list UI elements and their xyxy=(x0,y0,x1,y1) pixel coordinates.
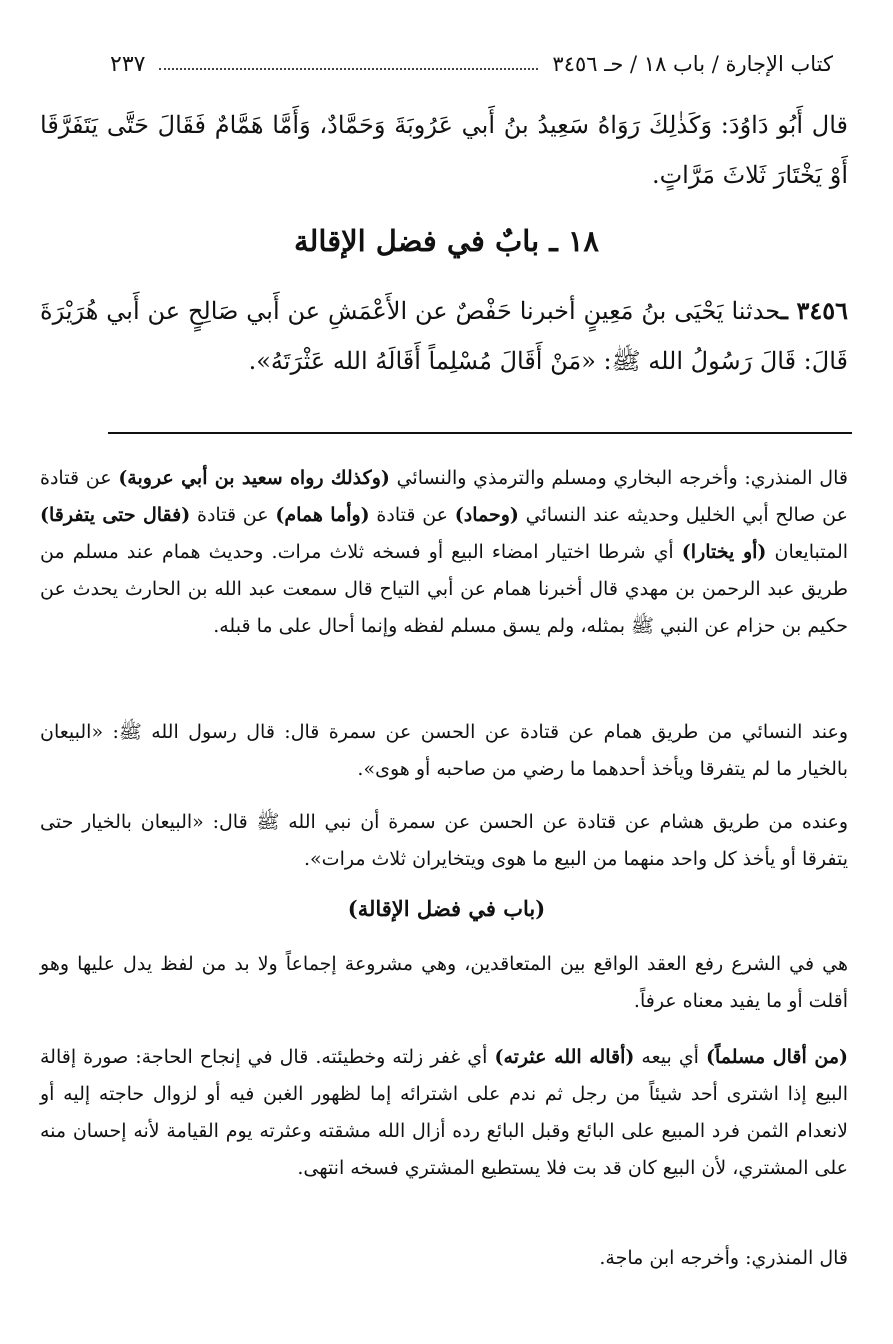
hadith-number: ٣٤٥٦ ـ xyxy=(780,296,849,325)
commentary-text: عن قتادة xyxy=(190,504,276,526)
hadith-paragraph xyxy=(40,286,848,386)
commentary-lemma: (أقاله الله عثرته) xyxy=(494,1046,635,1068)
commentary-paragraph-3: وعنده من طريق هشام عن قتادة عن الحسن عن سمرة أن نبي الله ﷺ قال: «البيعان بالخيار حتى يتفرقا أو يأخذ كل واحد منهما من البيع ما هوى ويتخايران ثلاث مرات». xyxy=(40,811,848,870)
commentary-paragraph-2: وعند النسائي من طريق همام عن قتادة عن الحسن عن سمرة قال: قال رسول الله ﷺ: «البيعان بالخيار ما لم يتفرقا ويأخذ أحدهما ما رضي من صاحبه أو هوى». xyxy=(40,721,848,780)
commentary-lemma: (وأما همام) xyxy=(275,504,370,526)
commentary-text: المتبايعان xyxy=(766,541,849,563)
commentary-lemma: (من أقال مسلماً) xyxy=(706,1046,848,1068)
commentary-text: قال المنذري: وأخرجه البخاري ومسلم والترمذي والنسائي xyxy=(389,467,848,489)
commentary-text: أي بيعه xyxy=(634,1046,706,1068)
commentary-text: أي شرطا اختيار امضاء البيع أو فسخه ثلاث مرات. وحديث همام عند مسلم من طريق عبد الرحمن بن مهدي قال أخبرنا همام عن أبي التياح قال سمعت عبد الله بن الحارث يحدث عن حكيم بن حزام عن النبي ﷺ بمثله، ولم يسق مسلم لفظه وإنما أحال على ما قبله. xyxy=(40,541,848,637)
chapter-heading: ١٨ ـ بابٌ في فضل الإقالة xyxy=(293,224,600,258)
commentary-paragraph-4: هي في الشرع رفع العقد الواقع بين المتعاقدين، وهي مشروعة إجماعاً ولا بد من لفظ يدل عليها وهو أقلت أو ما يفيد معناه عرفاً. xyxy=(40,953,848,1012)
hadith-text: حدثنا يَحْيَى بنُ مَعِينٍ أخبرنا حَفْصٌ عن الأَعْمَشِ عن أَبي صَالِحٍ عن أَبي هُرَيْرَةَ قَالَ: قَالَ رَسُولُ الله ﷺ: «مَنْ أَقَالَ مُسْلِماً أَقَالَهُ الله عَثْرَتَهُ». xyxy=(40,297,848,375)
commentary-lemma: (فقال حتى يتفرقا) xyxy=(40,504,191,526)
commentary-sub-heading: (باب في فضل الإقالة) xyxy=(347,896,546,921)
commentary-text: عن قتادة عن صالح أبي الخليل وحديثه عند النسائي xyxy=(40,467,848,526)
commentary-paragraph-1 xyxy=(40,460,848,645)
commentary-text: أي غفر زلته وخطيئته. قال في إنجاح الحاجة: صورة إقالة البيع إذا اشترى أحد شيئاً من رجل ثم ندم على اشترائه إما لظهور الغبن فيه أو لزوال حاجته إليه أو لانعدام الثمن فرد المبيع على البائع وقبل البائع رده أزال الله مشقته وعثرته يوم القيامة لأنه إحسان منه على المشتري، لأن البيع كان قد بت فلا يستطيع المشتري فسخه انتهى. xyxy=(40,1046,848,1179)
leader-dots xyxy=(159,67,538,70)
running-title: كتاب الإجارة / باب ١٨ / حـ ٣٤٥٦ xyxy=(552,52,833,76)
footnote-separator xyxy=(108,432,852,434)
commentary-paragraph-6: قال المنذري: وأخرجه ابن ماجة. xyxy=(599,1247,848,1269)
commentary-lemma: (وكذلك رواه سعيد بن أبي عروبة) xyxy=(118,467,390,489)
page-number: ٢٣٧ xyxy=(110,52,146,77)
running-header xyxy=(110,52,833,77)
commentary-text: عن قتادة xyxy=(369,504,455,526)
commentary-paragraph-5 xyxy=(40,1039,848,1187)
matn-paragraph-1: قال أَبُو دَاوُدَ: وَكَذٰلِكَ رَوَاهُ سَعِيدُ بنُ أَبي عَرُوبَةَ وَحَمَّادٌ، وَأَمَّا هَمَّامٌ فَقَالَ حَتَّى يَتَفَرَّقَا أَوْ يَخْتَارَ ثَلاثَ مَرَّاتٍ. xyxy=(40,111,848,189)
commentary-lemma: (أو يختارا) xyxy=(681,541,767,563)
commentary-lemma: (وحماد) xyxy=(454,504,519,526)
